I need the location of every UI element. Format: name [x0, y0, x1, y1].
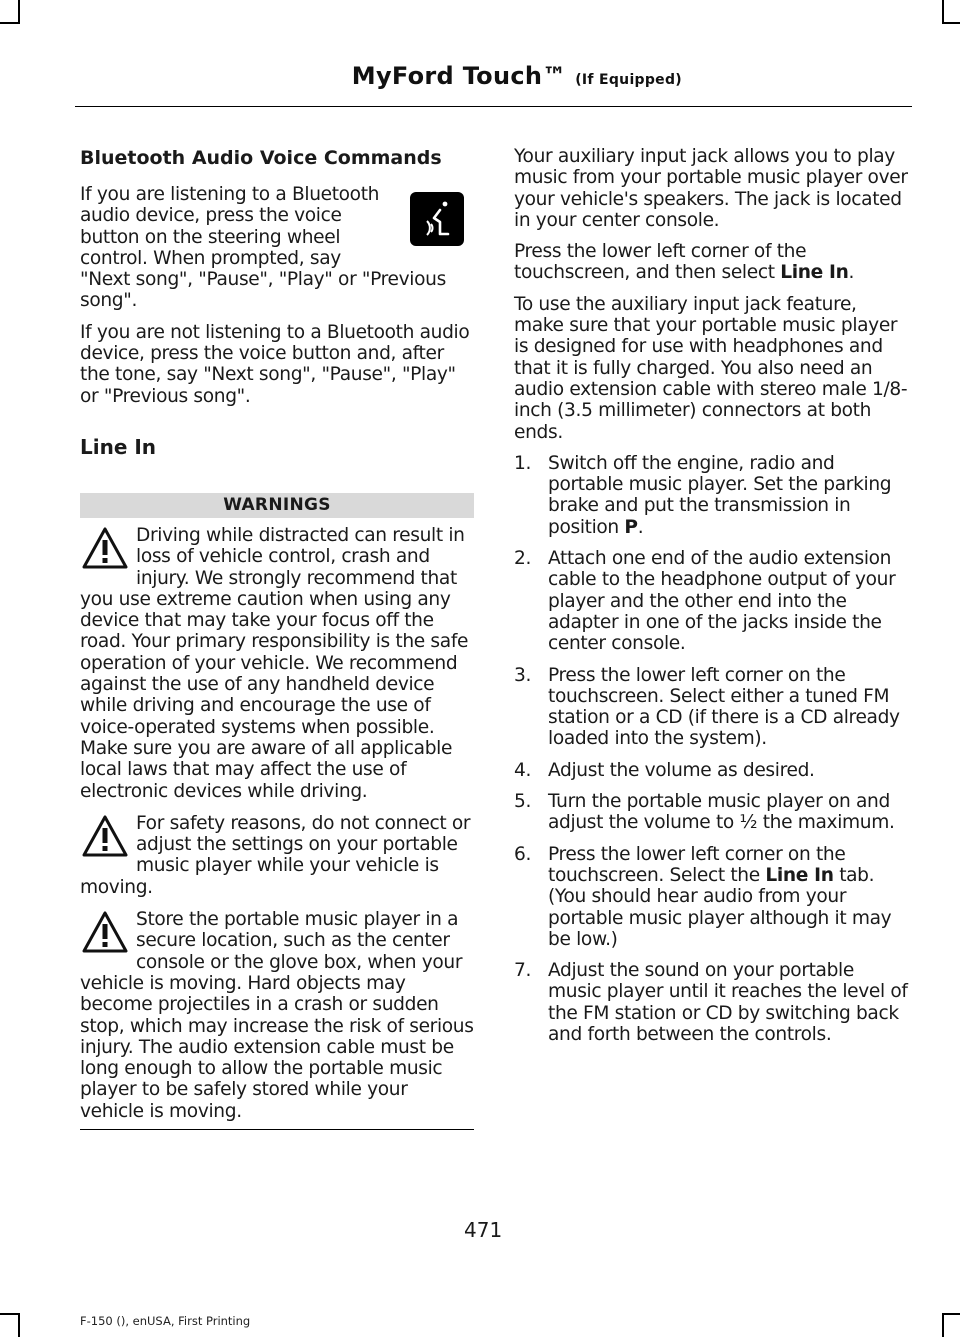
crop-mark: [0, 22, 20, 24]
bluetooth-paragraph-2: If you are not listening to a Bluetooth audio device, press the voice button and, after the tone, say "Next song", "Pause", "Play" or "Previous song".: [80, 321, 470, 407]
left-column: [80, 146, 474, 1130]
step-text: Attach one end of the audio extension cable to the headphone output of your player and the other end into the adapter in one of the jacks inside the center console.: [548, 548, 896, 655]
aux-intro-paragraph: Your auxiliary input jack allows you to play music from your portable music player over your vehicle's speakers. The jack is located in your center console.: [514, 146, 908, 231]
crop-mark: [942, 0, 944, 22]
step-bold: P: [624, 516, 638, 538]
step-item: [514, 960, 908, 1045]
warning-item: [80, 909, 474, 1122]
step-text: Switch off the engine, radio and portable music player. Set the parking brake and put the transmission in position: [548, 452, 892, 538]
warning-triangle-icon: [80, 813, 130, 859]
page-number: 471: [464, 1218, 503, 1242]
warnings-end-divider: [80, 1129, 474, 1130]
voice-button-icon: [410, 192, 464, 246]
aux-select-end: .: [848, 262, 855, 284]
bluetooth-paragraph-1: If you are listening to a Bluetooth audio device, press the voice button on the steering wheel control. When prompted, say "Next song", "Pause", "Play" or "Previous song".: [80, 184, 446, 312]
step-text: Turn the portable music player on and adjust the volume to ½ the maximum.: [548, 791, 895, 834]
step-item: [514, 844, 908, 950]
step-number: 3.: [514, 664, 532, 686]
page-header-title: [352, 62, 682, 90]
step-item: [514, 760, 908, 781]
step-bold: Line In: [765, 864, 834, 886]
step-item: [514, 548, 908, 654]
step-text-end: tab. (You should hear audio from your portable music player although it may be low.): [548, 864, 892, 950]
crop-mark: [942, 1313, 960, 1315]
step-number: 7.: [514, 960, 532, 982]
crop-mark: [18, 0, 20, 22]
step-number: 1.: [514, 452, 532, 474]
aux-select-text: Press the lower left corner of the touchscreen, and then select: [514, 241, 807, 284]
warnings-header: WARNINGS: [80, 493, 474, 518]
step-text: Adjust the sound on your portable music player until it reaches the level of the FM station or CD by switching back and forth between the controls.: [548, 960, 908, 1045]
step-item: [514, 665, 908, 750]
right-column: [514, 146, 908, 1055]
aux-select-paragraph: [514, 241, 908, 284]
step-text-end: .: [637, 516, 644, 538]
bluetooth-voice-block: [80, 184, 474, 312]
step-item: [514, 791, 908, 834]
warning-text: Store the portable music player in a secure location, such as the center console or the glove box, when your vehicle is moving. Hard objects may become projectiles in a crash or sudden stop, which may increase the risk of serious injury. The audio extension cable must be long enough to allow the portable music player to be safely stored while your vehicle is moving.: [80, 909, 474, 1122]
bluetooth-heading: Bluetooth Audio Voice Commands: [80, 147, 442, 169]
header-divider: [75, 106, 912, 107]
step-number: 4.: [514, 759, 532, 781]
warning-triangle-icon: [80, 909, 130, 955]
step-number: 2.: [514, 548, 532, 570]
crop-mark: [942, 22, 960, 24]
step-number: 5.: [514, 791, 532, 813]
footer-print-note: F-150 (), enUSA, First Printing: [80, 1314, 251, 1328]
steps-list: [514, 453, 908, 1045]
step-text: Press the lower left corner on the touchscreen. Select the: [548, 843, 846, 886]
line-in-heading: Line In: [80, 434, 157, 459]
step-text: Press the lower left corner on the touchscreen. Select either a tuned FM station or a CD (if there is a CD already loaded into the system).: [548, 664, 900, 750]
header-title-text: MyFord Touch™: [351, 62, 567, 90]
crop-mark: [0, 1313, 20, 1315]
line-in-label: Line In: [780, 262, 849, 284]
step-item: [514, 453, 908, 538]
warning-item: [80, 813, 474, 898]
warning-text: For safety reasons, do not connect or adjust the settings on your portable music player while your vehicle is moving.: [80, 812, 471, 898]
warning-triangle-icon: [80, 525, 130, 571]
crop-mark: [942, 1314, 944, 1337]
step-number: 6.: [514, 843, 532, 865]
aux-requirements-paragraph: To use the auxiliary input jack feature, make sure that your portable music player is designed for use with headphones and that it is fully charged. You also need an audio extension cable with stereo male 1/8-inch (3.5 millimeter) connectors at both ends.: [514, 293, 908, 443]
warning-item: [80, 525, 474, 802]
step-text: Adjust the volume as desired.: [548, 759, 815, 781]
header-subtitle: (If Equipped): [575, 72, 682, 88]
crop-mark: [18, 1314, 20, 1337]
warning-text: Driving while distracted can result in loss of vehicle control, crash and injury. We strongly recommend that you use extreme caution when using any device that may take your focus off the road. Your primary responsibility is the safe operation of your vehicle. We recommend against the use of any handheld device while driving and encourage the use of voice-operated systems when possible. Make sure you are aware of all applicable local laws that may affect the use of electronic devices while driving.: [80, 524, 469, 802]
